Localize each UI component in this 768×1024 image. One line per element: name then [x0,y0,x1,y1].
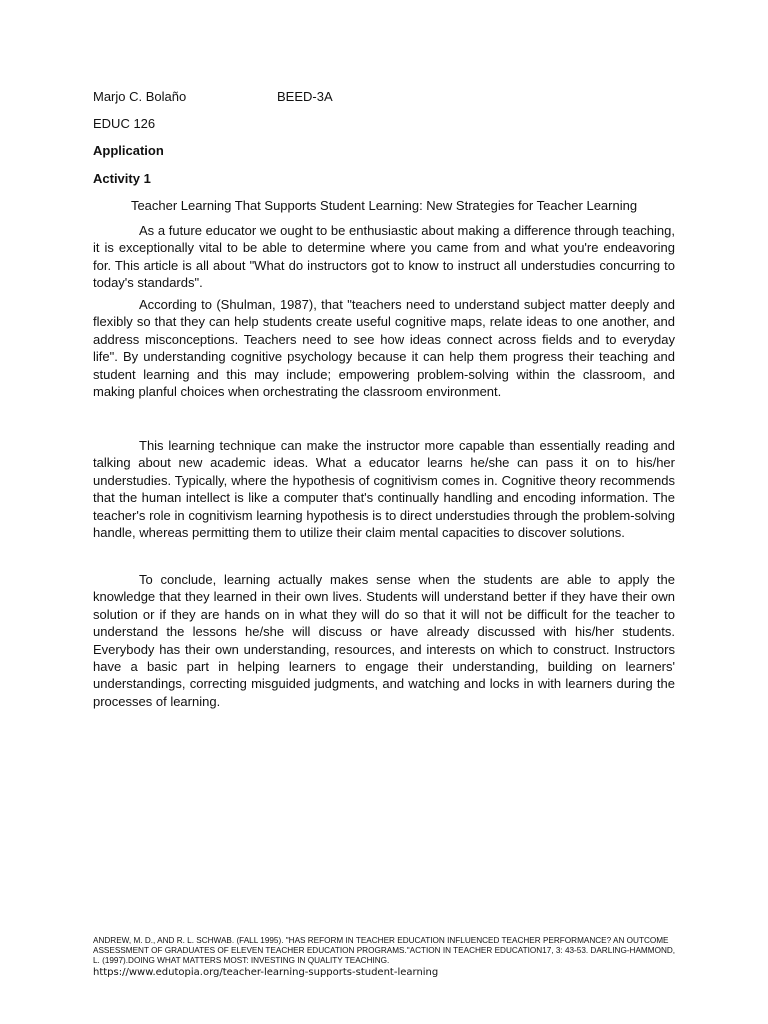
references: ANDREW, M. D., AND R. L. SCHWAB. (FALL 1995). "HAS REFORM IN TEACHER EDUCATION INFLUENCED TEACHER PERFORMANCE? AN OUTCOME ASSESSMENT OF GRADUATES OF ELEVEN TEACHER EDUCATION PROGRAMS."ACTION IN TEACHER EDUCATION17, 3: 43-53. DARLING-HAMMOND, L. (1997).DOING WHAT MATTERS MOST: INVESTING IN QUALITY TEACHING. [93,936,676,965]
paragraph-1: As a future educator we ought to be enthusiastic about making a difference through teaching, it is exceptionally vital to be able to determine where you came from and what you're endeavoring for. This article is all about "What do instructors got to know to instruct all understudies concurring to today's standards". [93,223,675,291]
paragraph-2: According to (Shulman, 1987), that "teachers need to understand subject matter deeply and flexibly so that they can help students create useful cognitive maps, relate ideas to one another, and address misconceptions. Teachers need to see how ideas connect across fields and to everyday life". By understanding cognitive psychology because it can help them progress their teaching and student learning and this may include; empowering problem-solving within the classroom, and making planful choices when orchestrating the classroom environment. [93,297,675,400]
paragraph-4: To conclude, learning actually makes sense when the students are able to apply the knowledge that they learned in their own lives. Students will understand better if they have their own solution or if they are hands on in what they will do so that it will not be difficult for the teacher to understand the lessons he/she will discuss or have already discussed with his/her students. Everybody has their own understanding, resources, and interests on which to construct. Instructors have a basic part in helping learners to engage their understanding, building on learners' understandings, correcting misguided judgments, and watching and locks in with learners during the processes of learning. [93,572,675,709]
section-label: BEED-3A [277,89,333,104]
course-code: EDUC 126 [93,116,156,131]
paragraph-3: This learning technique can make the instructor more capable than essentially reading and talking about new academic ideas. What a educator learns he/she can pass it on to his/her understudies. Typically, where the hypothesis of cognitivism comes in. Cognitive theory recommends that the human intellect is like a computer that's continually handling and encoding information. The teacher's role in cognitivism learning hypothesis is to direct understudies through the problem-solving handle, whereas permitting them to utilize their claim mental capacities to discover solutions. [93,438,675,541]
heading-application: Application [93,143,164,158]
student-name: Marjo C. Bolaño [93,89,187,104]
heading-activity: Activity 1 [93,171,151,186]
article-title: Teacher Learning That Supports Student Learning: New Strategies for Teacher Learning [130,198,638,213]
reference-url: https://www.edutopia.org/teacher-learning-supports-student-learning [93,967,439,978]
